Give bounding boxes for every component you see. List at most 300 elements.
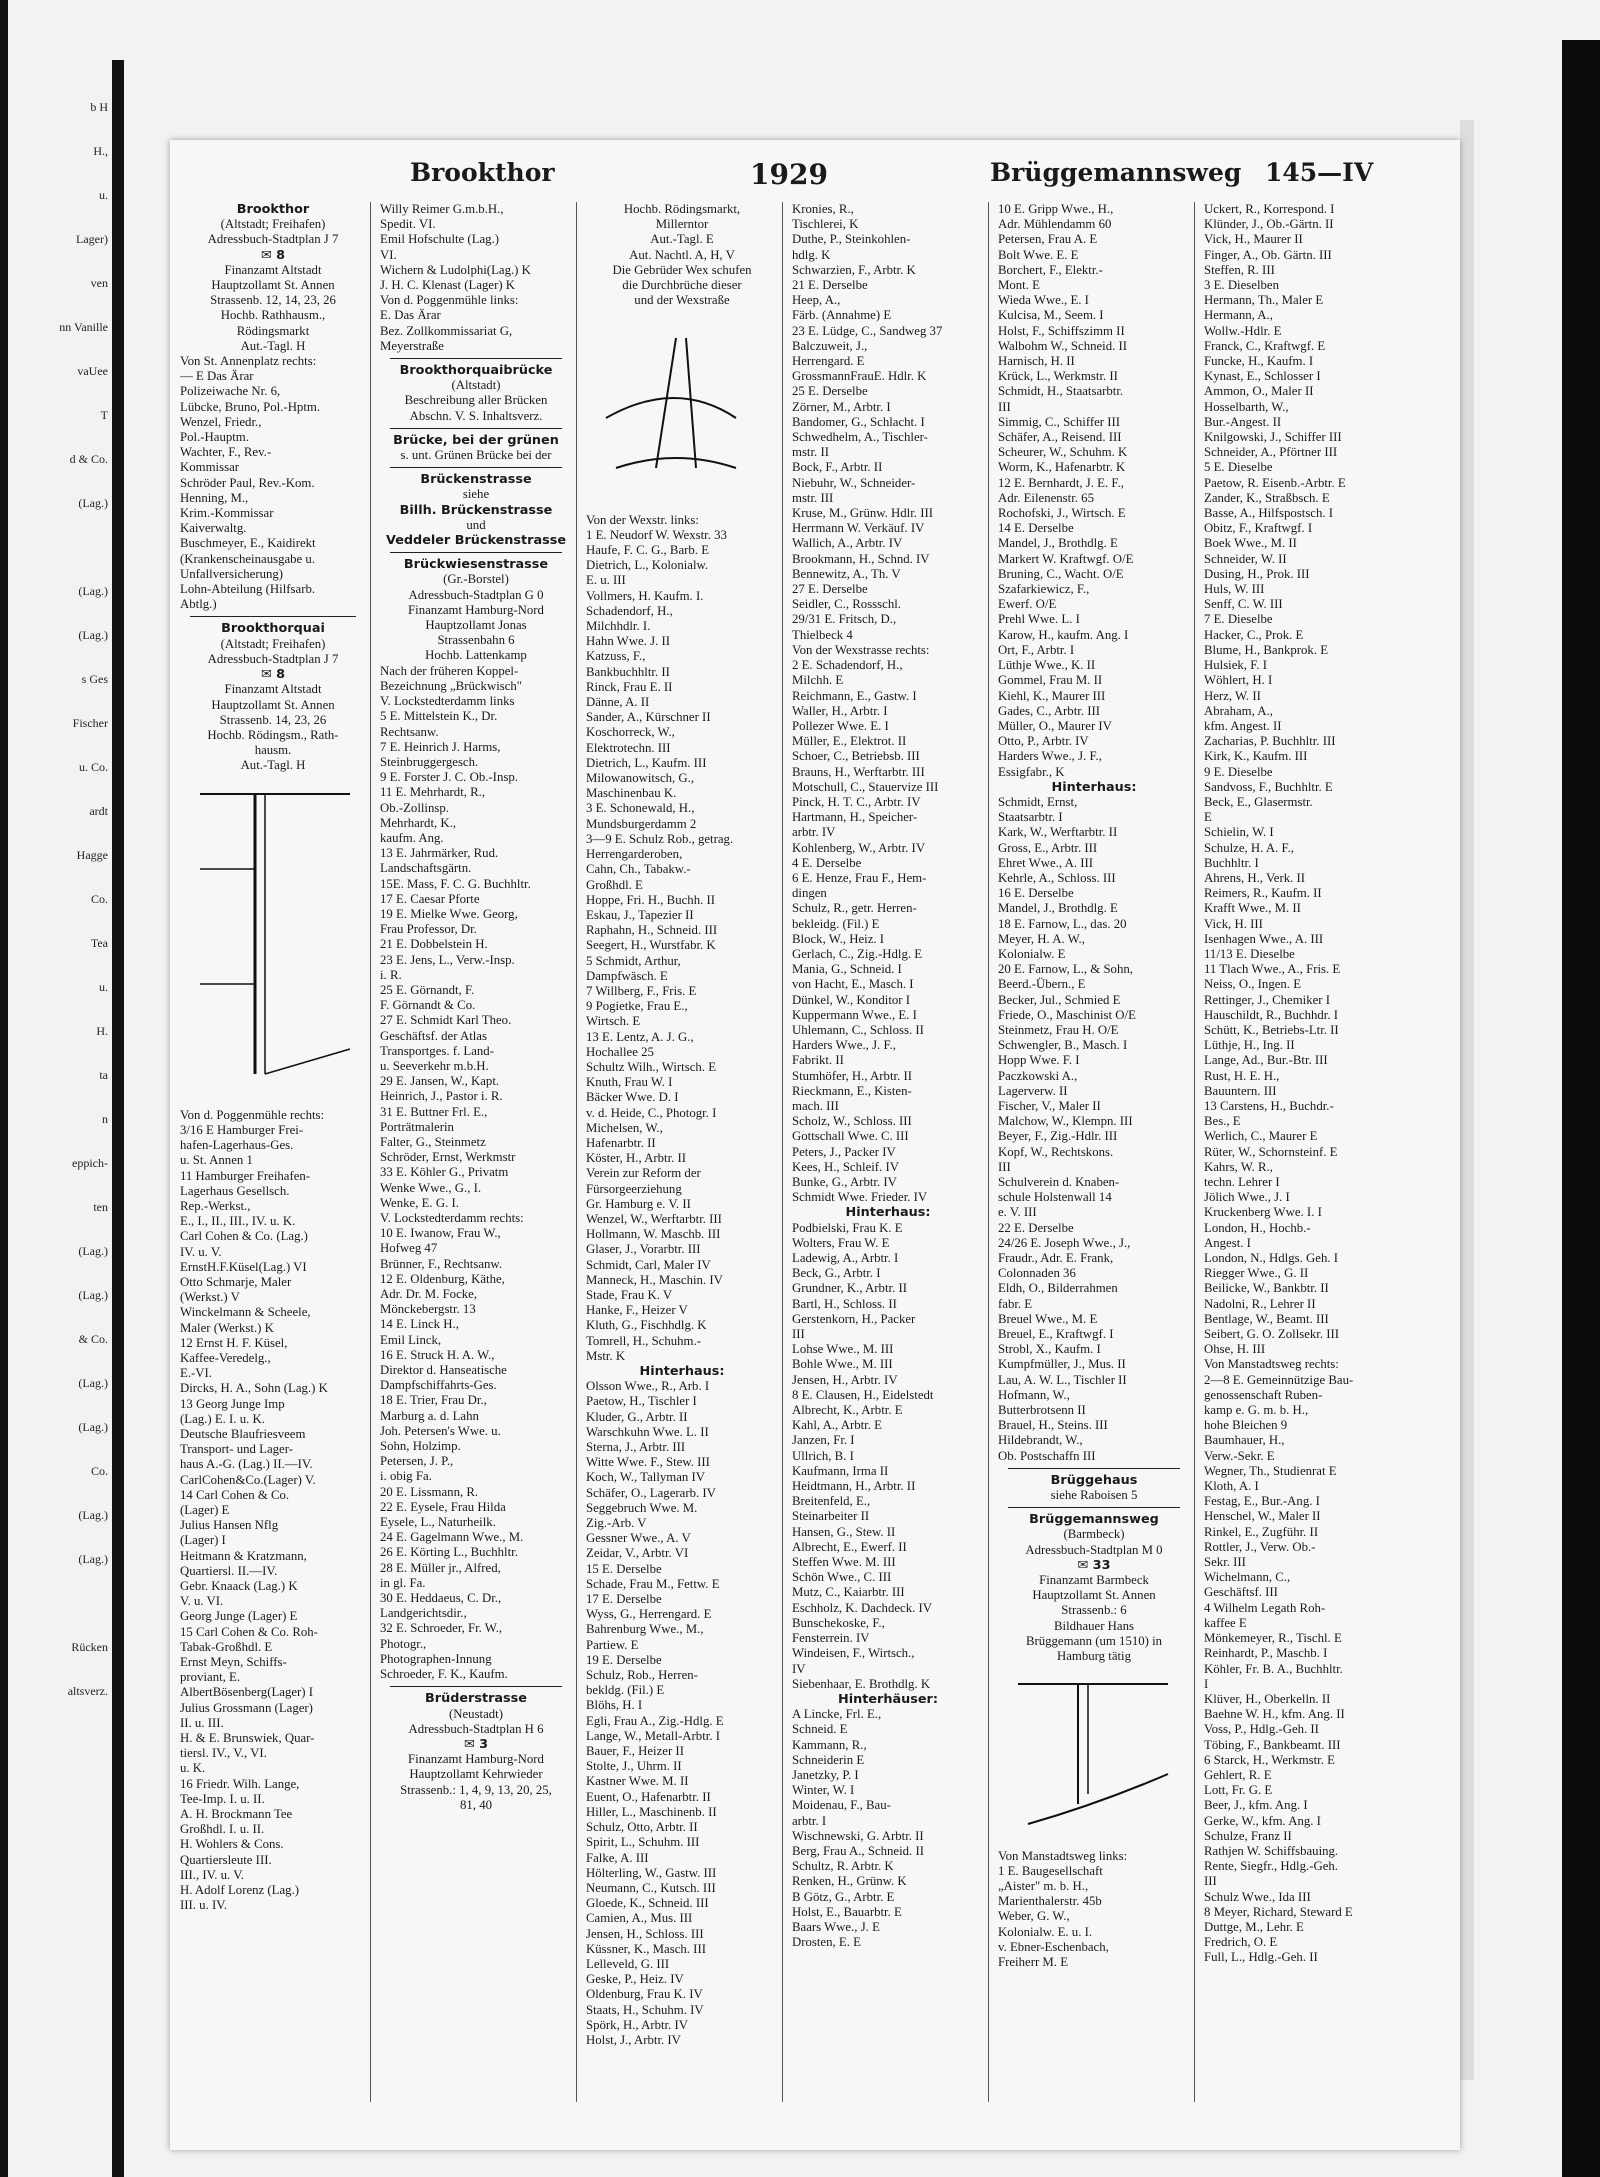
entry-line: Bez. Zollkommissariat G, bbox=[380, 323, 513, 338]
edge-text-fragment: H. bbox=[96, 1024, 108, 1038]
entry-line: Holst, F., Schiffszimm II bbox=[998, 323, 1125, 338]
entry-line: 23 E. Lüdge, C., Sandweg 37 bbox=[792, 323, 943, 338]
header-page-number: 145—IV bbox=[1265, 158, 1374, 187]
entry-line: Vollmers, H. Kaufm. I. bbox=[586, 588, 704, 603]
entry-line: mach. III bbox=[792, 1098, 839, 1113]
entry-line: Hollmann, W. Maschb. III bbox=[586, 1227, 721, 1242]
entry-line: Dünkel, W., Konditor I bbox=[792, 992, 911, 1007]
entry-line: 28 E. Müller jr., Alfred, bbox=[380, 1560, 501, 1575]
entry-line: Winckelmann & Scheele, bbox=[180, 1305, 311, 1320]
entry-line: Grundner, K., Arbtr. II bbox=[792, 1281, 907, 1296]
entry-line: Elektrotechn. III bbox=[586, 740, 671, 755]
entry-line: Krim.-Kommissar bbox=[180, 506, 274, 521]
entry-line: Verein zur Reform der bbox=[586, 1166, 701, 1181]
entry-line: Wenzel, W., Werftarbtr. III bbox=[586, 1211, 722, 1226]
entry-line: I bbox=[1204, 1676, 1209, 1691]
entry-line: Quartiersleute III. bbox=[180, 1852, 272, 1867]
entry-line: Mehrhardt, K., bbox=[380, 815, 457, 830]
entry-line: Transport- und Lager- bbox=[180, 1442, 293, 1457]
entry-line: Mstr. K bbox=[586, 1348, 626, 1363]
entry-line: proviant, E. bbox=[180, 1670, 241, 1685]
entry-line: 10 E. Iwanow, Frau W., bbox=[380, 1226, 501, 1241]
entry-line: 11/13 E. Dieselbe bbox=[1204, 946, 1295, 961]
entry-line: Borchert, F., Elektr.- bbox=[998, 262, 1103, 277]
entry-line: Schmidt, Ernst, bbox=[998, 794, 1078, 809]
entry-line: Kommissar bbox=[180, 460, 240, 475]
section-divider bbox=[390, 1686, 562, 1687]
entry-line: Geschäftsf. der Atlas bbox=[380, 1028, 487, 1043]
entry-line: Schulverein d. Knaben- bbox=[998, 1175, 1120, 1189]
entry-line: Polizeiwache Nr. 6, bbox=[180, 384, 281, 399]
entry-line: Gebr. Knaack (Lag.) K bbox=[180, 1579, 298, 1594]
entry-line: 21 E. Dobbelstein H. bbox=[380, 937, 488, 952]
entry-line: Colonnaden 36 bbox=[998, 1266, 1076, 1281]
entry-line: 11 Hamburger Freihafen- bbox=[180, 1168, 311, 1183]
entry-line: und bbox=[466, 517, 486, 532]
entry-line: Malchow, W., Klempn. III bbox=[998, 1114, 1133, 1129]
entry-line: (Krankenscheinausgabe u. bbox=[180, 551, 316, 566]
entry-line: 23 E. Jens, L., Verw.-Insp. bbox=[380, 952, 515, 967]
entry-line: Von d. Poggenmühle links: bbox=[380, 293, 519, 308]
entry-line: 9 Pogietke, Frau E., bbox=[586, 999, 688, 1014]
entry-line: siehe bbox=[462, 487, 490, 502]
column-6 bbox=[1204, 202, 1400, 2132]
entry-line: Franck, C., Kraftwgf. E bbox=[1204, 338, 1326, 353]
entry-line: 8 Meyer, Richard, Steward E bbox=[1204, 1904, 1353, 1919]
entry-line: Hofweg 47 bbox=[380, 1241, 438, 1256]
edge-text-fragment: s Ges bbox=[81, 672, 108, 686]
entry-line: Köhler, Fr. B. A., Buchhltr. bbox=[1204, 1661, 1343, 1676]
entry-line: 20 E. Farnow, L., & Sohn, bbox=[998, 962, 1133, 977]
entry-line: Ob. Postschaffn III bbox=[998, 1448, 1096, 1463]
entry-line: Rottler, J., Verw. Ob.- bbox=[1204, 1539, 1316, 1554]
entry-line: 26 E. Körting L., Buchhltr. bbox=[380, 1545, 518, 1560]
section-divider bbox=[1008, 1507, 1180, 1508]
entry-line: Cahn, Ch., Tabakw.- bbox=[586, 862, 691, 877]
entry-line: H. & E. Brunswiek, Quar- bbox=[180, 1731, 315, 1746]
edge-text-fragment: u. Co. bbox=[78, 760, 108, 774]
left-page-edge bbox=[0, 100, 112, 2060]
entry-line: 22 E. Eysele, Frau Hilda bbox=[380, 1499, 506, 1514]
entry-line: Dietrich, L., Kolonialw. bbox=[586, 558, 709, 573]
edge-text-fragment: nn Vanille bbox=[59, 320, 108, 334]
entry-line: Strassenb.: 6 bbox=[1061, 1603, 1127, 1618]
entry-line: Ort, F., Arbtr. I bbox=[998, 642, 1075, 657]
entry-line: Rieckmann, E., Kisten- bbox=[792, 1083, 912, 1098]
entry-line: Gloede, K., Schneid. III bbox=[586, 1896, 709, 1911]
entry-line: Eysele, L., Naturheilk. bbox=[380, 1515, 496, 1530]
entry-line: hafen-Lagerhaus-Ges. bbox=[180, 1138, 294, 1153]
entry-line: Strassenb.: 1, 4, 9, 13, 20, 25, bbox=[400, 1782, 552, 1797]
entry-line: hausm. bbox=[254, 743, 292, 758]
entry-line: Sander, A., Kürschner II bbox=[586, 710, 711, 725]
entry-line: Neiss, O., Ingen. E bbox=[1204, 977, 1302, 992]
directory-page bbox=[170, 140, 1460, 2150]
entry-line: Haufe, F. C. G., Barb. E bbox=[586, 543, 710, 558]
entry-line: 12 Ernst H. F. Küsel, bbox=[180, 1335, 288, 1350]
entry-line: 16 E. Derselbe bbox=[998, 886, 1074, 901]
entry-line: Bauer, F., Heizer II bbox=[586, 1744, 684, 1759]
entry-line: Seggebruch Wwe. M. bbox=[586, 1500, 698, 1515]
entry-line: Mutz, C., Kaiarbtr. III bbox=[792, 1585, 905, 1600]
entry-line: Schielin, W. I bbox=[1204, 825, 1274, 840]
entry-line: Finanzamt Hamburg-Nord bbox=[408, 1752, 544, 1767]
entry-line: Meyerstraße bbox=[380, 338, 444, 353]
entry-line: Gehlert, R. E bbox=[1204, 1767, 1272, 1782]
entry-line: Bruning, C., Wacht. O/E bbox=[998, 566, 1124, 581]
entry-line: 33 E. Köhler G., Privatm bbox=[380, 1165, 509, 1180]
entry-line: Geske, P., Heiz. IV bbox=[586, 1972, 684, 1987]
entry-line: Färb. (Annahme) E bbox=[792, 308, 892, 323]
entry-line: Dusing, H., Prok. III bbox=[1204, 566, 1310, 581]
street-heading: Brüderstrasse bbox=[425, 1691, 527, 1707]
entry-line: Schütt, K., Betriebs-Ltr. II bbox=[1204, 1022, 1339, 1037]
entry-line: Wichelmann, C., bbox=[1204, 1570, 1291, 1585]
sketch-map bbox=[180, 774, 366, 1104]
entry-line: V. Lockstedterdamm rechts: bbox=[380, 1211, 524, 1225]
street-heading: Hinterhaus: bbox=[845, 1205, 931, 1221]
entry-line: (Lag.) E. I. u. K. bbox=[180, 1411, 265, 1426]
entry-line: Kaffee-Veredelg., bbox=[180, 1350, 271, 1365]
column-1 bbox=[180, 202, 366, 2132]
entry-line: Wichern & Ludolphi(Lag.) K bbox=[380, 262, 531, 277]
entry-line: Buchhltr. I bbox=[1204, 855, 1259, 870]
entry-line: Nach der früheren Koppel- bbox=[380, 663, 519, 678]
entry-line: Hamburg tätig bbox=[1056, 1649, 1132, 1664]
column-3 bbox=[586, 202, 778, 2132]
entry-line: 18 E. Trier, Frau Dr., bbox=[380, 1393, 487, 1408]
street-heading: ✉ 8 bbox=[260, 247, 286, 263]
entry-line: Mönkemeyer, R., Tischl. E bbox=[1204, 1631, 1342, 1646]
entry-line: Fensterrein. IV bbox=[792, 1631, 870, 1646]
entry-line: Drosten, E. E bbox=[792, 1935, 861, 1950]
edge-text-fragment bbox=[0, 1596, 112, 1640]
entry-line: Reimers, R., Kaufm. II bbox=[1204, 886, 1322, 901]
entry-line: 19 E. Derselbe bbox=[586, 1652, 662, 1667]
entry-line: Dircks, H. A., Sohn (Lag.) K bbox=[180, 1381, 328, 1396]
entry-line: Lange, W., Metall-Arbtr. I bbox=[586, 1728, 720, 1743]
entry-line: Michelsen, W., bbox=[586, 1120, 663, 1135]
entry-line: u. St. Annen 1 bbox=[180, 1153, 253, 1168]
entry-line: Schulz, Otto, Arbtr. II bbox=[586, 1820, 698, 1835]
entry-line: Beerd.-Übern., E bbox=[998, 977, 1086, 992]
entry-line: kamp e. G. m. b. H., bbox=[1204, 1403, 1309, 1418]
street-heading: Brookthorquai bbox=[221, 621, 325, 637]
entry-line: Schultz Wilh., Wirtsch. E bbox=[586, 1059, 717, 1074]
edge-text-fragment: altsverz. bbox=[67, 1684, 108, 1698]
entry-line: A Lincke, Frl. E., bbox=[792, 1707, 882, 1722]
entry-line: Hermann, A., bbox=[1204, 308, 1273, 323]
sketch-map bbox=[998, 1664, 1190, 1844]
entry-line: Photogr., bbox=[380, 1636, 427, 1651]
entry-line: Großhdl. E bbox=[586, 877, 643, 892]
entry-line: 13 Carstens, H., Buchdr.- bbox=[1204, 1098, 1334, 1113]
entry-line: Kruse, M., Grünw. Hdlr. III bbox=[792, 506, 933, 521]
entry-line: Stade, Frau K. V bbox=[586, 1287, 673, 1302]
entry-line: Maler (Werkst.) K bbox=[180, 1320, 274, 1335]
entry-line: Aut.-Tagl. E bbox=[650, 232, 714, 247]
entry-line: Adr. Eilenenstr. 65 bbox=[998, 490, 1094, 505]
entry-line: Willy Reimer G.m.b.H., bbox=[380, 202, 504, 216]
column-4 bbox=[792, 202, 984, 2132]
entry-line: Pol.-Hauptm. bbox=[180, 430, 249, 445]
entry-line: 24/26 E. Joseph Wwe., J., bbox=[998, 1235, 1131, 1250]
entry-line: (Neustadt) bbox=[448, 1706, 503, 1721]
entry-line: Strassenbahn 6 bbox=[437, 633, 515, 648]
entry-line: Blöhs, H. I bbox=[586, 1698, 643, 1713]
edge-text-fragment: Tea bbox=[90, 936, 108, 950]
entry-line: Henschel, W., Maler II bbox=[1204, 1509, 1321, 1524]
entry-line: Lange, Ad., Bur.-Btr. III bbox=[1204, 1053, 1328, 1068]
entry-line: (Altstadt) bbox=[451, 378, 501, 393]
entry-line: 18 E. Farnow, L., das. 20 bbox=[998, 916, 1127, 931]
entry-line: Bohle Wwe., M. III bbox=[792, 1357, 893, 1372]
entry-line: Hochb. Lattenkamp bbox=[425, 648, 527, 663]
entry-line: Moidenau, F., Bau- bbox=[792, 1798, 891, 1813]
entry-line: Stumhöfer, H., Arbtr. II bbox=[792, 1068, 912, 1083]
street-heading: ✉ 33 bbox=[1077, 1557, 1111, 1573]
entry-line: Gr. Hamburg e. V. II bbox=[586, 1196, 691, 1211]
entry-line: Boek Wwe., M. II bbox=[1204, 536, 1297, 551]
entry-line: Schade, Frau M., Fettw. E bbox=[586, 1576, 720, 1591]
entry-line: Hopp Wwe. F. I bbox=[998, 1053, 1080, 1068]
entry-line: i. R. bbox=[380, 967, 402, 982]
entry-line: Schadendorf, H., bbox=[586, 603, 673, 618]
entry-line: Herrengard. E bbox=[792, 354, 865, 369]
entry-line: Rettinger, J., Chemiker I bbox=[1204, 992, 1331, 1007]
entry-line: 21 E. Derselbe bbox=[792, 278, 868, 293]
entry-line: Mandel, J., Brothdlg. E bbox=[998, 536, 1118, 551]
entry-line: Beyer, F., Zig.-Hdlr. III bbox=[998, 1129, 1118, 1144]
entry-line: Aut.-Tagl. H bbox=[240, 338, 306, 353]
entry-line: Bezeichnung „Brückwisch" bbox=[380, 678, 523, 693]
street-sketch-a bbox=[180, 774, 366, 1108]
edge-text-fragment: ardt bbox=[89, 804, 108, 818]
entry-line: dingen bbox=[792, 886, 827, 901]
entry-line: Friede, O., Maschinist O/E bbox=[998, 1007, 1136, 1022]
entry-line: 2—8 E. Gemeinnützige Bau- bbox=[1204, 1372, 1354, 1387]
entry-line: Jölich Wwe., J. I bbox=[1204, 1190, 1290, 1205]
entry-line: Hochb. Rödingsmarkt, bbox=[623, 202, 741, 216]
entry-line: Schön Wwe., C. III bbox=[792, 1570, 892, 1585]
entry-line: Wöhlert, H. I bbox=[1204, 673, 1273, 688]
entry-line: Holst, E., Bauarbtr. E bbox=[792, 1904, 902, 1919]
edge-text-fragment: d & Co. bbox=[69, 452, 108, 466]
street-heading: Brookthor bbox=[236, 202, 310, 217]
entry-line: siehe Raboisen 5 bbox=[1050, 1488, 1138, 1503]
entry-line: Kohlenberg, W., Arbtr. IV bbox=[792, 840, 926, 855]
entry-line: Lagerverw. II bbox=[998, 1083, 1068, 1098]
entry-line: (Lager) I bbox=[180, 1533, 226, 1548]
entry-line: Nadolni, R., Lehrer II bbox=[1204, 1296, 1316, 1311]
entry-line: Becker, Jul., Schmied E bbox=[998, 992, 1121, 1007]
entry-line: Seidler, C., Rossschl. bbox=[792, 597, 901, 612]
entry-line: 81, 40 bbox=[460, 1797, 492, 1812]
entry-line: Katzuss, F., bbox=[586, 649, 646, 664]
entry-line: Bankbuchhltr. II bbox=[586, 664, 670, 679]
entry-line: Bentlage, W., Beamt. III bbox=[1204, 1311, 1329, 1326]
entry-line: Koch, W., Tallyman IV bbox=[586, 1470, 706, 1485]
entry-line: v. Ebner-Eschenbach, bbox=[998, 1939, 1109, 1954]
entry-line: Motschull, C., Stauervize III bbox=[792, 779, 939, 794]
entry-line: Wenke Wwe., G., I. bbox=[380, 1180, 482, 1195]
entry-line: Dänne, A. II bbox=[586, 695, 650, 710]
entry-line: Podbielski, Frau K. E bbox=[792, 1220, 903, 1235]
entry-line: Otto, P., Arbtr. IV bbox=[998, 734, 1089, 749]
entry-line: Adressbuch-Stadtplan J 7 bbox=[207, 651, 339, 666]
street-heading: Billh. Brückenstrasse bbox=[399, 502, 553, 518]
entry-line: E. Das Ärar bbox=[380, 308, 441, 323]
edge-text-fragment: (Lag.) bbox=[78, 1420, 108, 1434]
entry-line: Brauel, H., Steins. III bbox=[998, 1418, 1108, 1433]
entry-line: Schmidt Wwe. Frieder. IV bbox=[792, 1190, 928, 1205]
entry-line: Wischnewski, G. Arbtr. II bbox=[792, 1828, 924, 1843]
entry-line: Wolters, Frau W. E bbox=[792, 1235, 890, 1250]
entry-line: Schneid. E bbox=[792, 1722, 848, 1737]
entry-line: Worm, K., Hafenarbtr. K bbox=[998, 460, 1126, 475]
entry-line: Breuel, E., Kraftwgf. I bbox=[998, 1327, 1114, 1342]
entry-line: Beer, J., kfm. Ang. I bbox=[1204, 1798, 1308, 1813]
entry-line: Von d. Poggenmühle rechts: bbox=[180, 1107, 325, 1122]
entry-line: Hansen, G., Stew. II bbox=[792, 1524, 896, 1539]
entry-line: Scheurer, W., Schuhm. K bbox=[998, 445, 1128, 460]
entry-line: 14 E. Derselbe bbox=[998, 521, 1074, 536]
entry-line: Strobl, X., Kaufm. I bbox=[998, 1342, 1101, 1357]
entry-line: Bahrenburg Wwe., M., bbox=[586, 1622, 704, 1637]
entry-line: Von Manstadtsweg links: bbox=[998, 1848, 1128, 1863]
entry-line: Adressbuch-Stadtplan H 6 bbox=[408, 1721, 544, 1736]
entry-line: Gross, E., Arbtr. III bbox=[998, 840, 1098, 855]
entry-line: Hofmann, W., bbox=[998, 1387, 1070, 1402]
entry-line: Bock, F., Arbtr. II bbox=[792, 460, 883, 475]
entry-line: i. obig Fa. bbox=[380, 1469, 432, 1484]
entry-line: Schneider, W. II bbox=[1204, 551, 1287, 566]
entry-line: Mandel, J., Brothdlg. E bbox=[998, 901, 1118, 916]
entry-line: Otto Schmarje, Maler bbox=[180, 1274, 292, 1289]
entry-line: Schwarzien, F., Arbtr. K bbox=[792, 262, 916, 277]
entry-line: Obitz, F., Kraftwgf. I bbox=[1204, 521, 1313, 536]
entry-line: Ohse, H. III bbox=[1204, 1342, 1266, 1357]
entry-line: Schwengler, B., Masch. I bbox=[998, 1038, 1128, 1053]
entry-line: E.-VI. bbox=[180, 1366, 212, 1381]
entry-line: AlbertBösenberg(Lager) I bbox=[180, 1685, 314, 1700]
entry-line: 6 Starck, H., Werkmstr. E bbox=[1204, 1752, 1335, 1767]
edge-text-fragment: (Lag.) bbox=[78, 1244, 108, 1258]
entry-line: Eskau, J., Tapezier II bbox=[586, 907, 694, 922]
entry-line: e. V. III bbox=[998, 1205, 1037, 1220]
entry-line: Bauuntern. III bbox=[1204, 1083, 1277, 1098]
entry-line: Simmig, C., Schiffer III bbox=[998, 414, 1121, 429]
entry-line: Mundsburgerdamm 2 bbox=[586, 816, 697, 831]
entry-line: Seibert, G. O. Zollsekr. III bbox=[1204, 1327, 1340, 1342]
entry-line: Essigfabr., K bbox=[998, 764, 1065, 779]
entry-line: Deutsche Blaufriesveem bbox=[180, 1426, 306, 1441]
entry-line: 5 Schmidt, Arthur, bbox=[586, 953, 681, 968]
entry-line: Manneck, H., Maschin. IV bbox=[586, 1272, 723, 1287]
street-heading: Brücke, bei der grünen bbox=[393, 432, 559, 448]
entry-line: Brüggemann (um 1510) in bbox=[1025, 1633, 1163, 1648]
entry-line: bekleidg. (Fil.) E bbox=[792, 916, 880, 931]
edge-text-fragment: ven bbox=[90, 276, 108, 290]
entry-line: Bes., E bbox=[1204, 1114, 1241, 1129]
entry-line: Krafft Wwe., M. II bbox=[1204, 901, 1301, 916]
entry-line: Petersen, Frau A. E bbox=[998, 232, 1098, 247]
entry-line: kaufm. Ang. bbox=[380, 830, 444, 845]
entry-line: Schoer, C., Betriebsb. III bbox=[792, 749, 920, 764]
entry-line: Zacharias, P. Buchhltr. III bbox=[1204, 734, 1336, 749]
street-heading: ✉ 8 bbox=[260, 667, 286, 683]
entry-line: Oldenburg, Frau K. IV bbox=[586, 1987, 703, 2002]
entry-line: 17 E. Derselbe bbox=[586, 1592, 662, 1607]
entry-line: Berg, Frau A., Schneid. II bbox=[792, 1843, 924, 1858]
entry-line: J. H. C. Klenast (Lager) K bbox=[380, 278, 516, 293]
entry-line: Finanzamt Altstadt bbox=[224, 682, 322, 697]
entry-line: 9 E. Dieselbe bbox=[1204, 764, 1273, 779]
edge-text-fragment: n bbox=[102, 1112, 108, 1126]
entry-line: Herrengarderoben, bbox=[586, 847, 683, 862]
entry-line: Hanke, F., Heizer V bbox=[586, 1303, 688, 1318]
section-divider bbox=[190, 616, 356, 617]
entry-line: mstr. II bbox=[792, 445, 829, 460]
entry-line: Bartl, H., Schloss. II bbox=[792, 1296, 897, 1311]
entry-line: Wachter, F., Rev.- bbox=[180, 445, 272, 460]
entry-line: Staats, H., Schuhm. IV bbox=[586, 2002, 704, 2017]
entry-line: Markert W. Kraftwgf. O/E bbox=[998, 551, 1134, 566]
entry-line: hohe Bleichen 9 bbox=[1204, 1418, 1288, 1433]
entry-line: Gottschall Wwe. C. III bbox=[792, 1129, 909, 1144]
entry-line: Egli, Frau A., Zig.-Hdlg. E bbox=[586, 1713, 724, 1728]
entry-line: Spirit, L., Schuhm. III bbox=[586, 1835, 700, 1850]
edge-text-fragment: & Co. bbox=[78, 1332, 108, 1346]
entry-line: Großhdl. I. u. II. bbox=[180, 1822, 265, 1837]
entry-line: Landgerichtsdir., bbox=[380, 1606, 467, 1621]
entry-line: Joh. Petersen's Wwe. u. bbox=[380, 1423, 501, 1438]
entry-line: Baehne W. H., kfm. Ang. II bbox=[1204, 1707, 1345, 1722]
entry-line: Partiew. E bbox=[586, 1637, 639, 1652]
entry-line: Falke, A. III bbox=[586, 1850, 649, 1865]
entry-line: Werlich, C., Maurer E bbox=[1204, 1129, 1318, 1144]
entry-line: Steinbruggergesch. bbox=[380, 754, 479, 769]
page-header bbox=[170, 140, 1460, 210]
entry-line: Huls, W. III bbox=[1204, 582, 1265, 597]
entry-line: Fraudr., Adr. E. Frank, bbox=[998, 1251, 1114, 1266]
entry-line: Lohse Wwe., M. III bbox=[792, 1342, 894, 1357]
entry-line: Blume, H., Bankprok. E bbox=[1204, 642, 1329, 657]
street-heading: Brüggehaus bbox=[1050, 1472, 1138, 1488]
entry-line: Fischer, V., Maler II bbox=[998, 1098, 1101, 1113]
entry-line: Maschinenbau K. bbox=[586, 786, 677, 801]
entry-line: Wegner, Th., Studienrat E bbox=[1204, 1463, 1337, 1478]
entry-line: Uckert, R., Korrespond. I bbox=[1204, 202, 1335, 216]
entry-line: 10 E. Gripp Wwe., H., bbox=[998, 202, 1114, 216]
entry-line: die Durchbrüche dieser bbox=[622, 278, 742, 293]
entry-line: Hahn Wwe. J. II bbox=[586, 634, 670, 649]
entry-line: Milchhdlr. I. bbox=[586, 619, 651, 634]
entry-line: 25 E. Görnandt, F. bbox=[380, 982, 475, 997]
entry-line: Mont. E bbox=[998, 278, 1040, 293]
entry-line: Aut. Nachtl. A, H, V bbox=[629, 247, 735, 262]
entry-line: Kolonialw. E. u. I. bbox=[998, 1924, 1093, 1939]
entry-line: und der Wexstraße bbox=[634, 293, 730, 308]
entry-line: Hoppe, Fri. H., Buchh. II bbox=[586, 892, 716, 907]
entry-line: Staatsarbtr. I bbox=[998, 810, 1063, 825]
entry-line: Glaser, J., Vorarbtr. III bbox=[586, 1242, 701, 1257]
entry-line: Schulze, Franz II bbox=[1204, 1828, 1292, 1843]
entry-line: 5 E. Mittelstein K., Dr. bbox=[380, 709, 498, 724]
entry-line: Prehl Wwe. L. I bbox=[998, 612, 1080, 627]
edge-text-fragment: T bbox=[100, 408, 108, 422]
entry-line: Hauptzollamt St. Annen bbox=[211, 278, 335, 293]
